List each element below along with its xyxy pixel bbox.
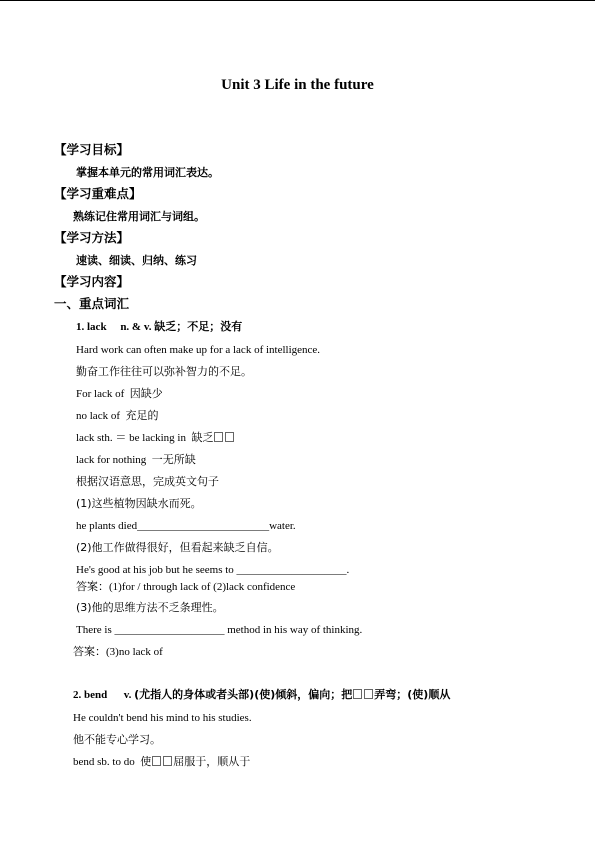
answer-1-2: 答案：(1)for / through lack of (2)lack confidence [76, 581, 296, 593]
heading-goals: 【学习目标】 [54, 142, 130, 157]
key-points-text: 熟练记住常用词汇与词组。 [73, 210, 205, 223]
question-1-en: he plants died________________________water. [76, 520, 296, 532]
phrase-cn: 缺乏 [191, 431, 214, 444]
lack-example-en: Hard work can often make up for a lack of intelligence. [76, 344, 321, 356]
phrase-cn: 因缺少 [129, 387, 163, 400]
phrase-en: lack sth. ＝ be lacking in [76, 432, 186, 444]
entry-bend-meaning-b: 弄弯；(使)顺从 [374, 688, 451, 701]
page-title: Unit 3 Life in the future [221, 77, 374, 93]
phrase-cn: 充足的 [125, 409, 159, 422]
entry-bend-word: 2. bend [73, 689, 108, 701]
section-key-vocabulary: 一、重点词汇 [54, 296, 130, 311]
missing-glyph-box [152, 756, 161, 766]
exercise-instruction: 根据汉语意思，完成英文句子 [76, 475, 219, 488]
missing-glyph-box [364, 689, 373, 699]
methods-text: 速读、细读、归纳、练习 [76, 254, 197, 267]
missing-glyph-box [353, 689, 362, 699]
phrase-cn-b: 屈服于，顺从于 [173, 755, 251, 768]
entry-lack-pos: n. & v. [120, 321, 152, 333]
goals-text: 掌握本单元的常用词汇表达。 [76, 166, 219, 179]
phrase-en: lack for nothing [76, 454, 147, 466]
phrase-en: no lack of [76, 410, 120, 422]
lack-example-cn: 勤奋工作往往可以弥补智力的不足。 [76, 365, 252, 378]
lack-phrase-for-lack-of [76, 387, 163, 401]
question-1-cn: (1)这些植物因缺水而死。 [76, 497, 202, 510]
entry-bend-heading [73, 688, 450, 702]
entry-lack-heading [76, 320, 242, 334]
bend-example-en: He couldn't bend his mind to his studies. [73, 712, 252, 724]
lack-phrase-lack-sth [76, 431, 235, 445]
entry-lack-meaning: 缺乏；不足；没有 [154, 320, 243, 333]
missing-glyph-box [225, 432, 234, 442]
phrase-en: bend sb. to do [73, 756, 135, 768]
lack-phrase-no-lack-of [76, 409, 158, 423]
top-rule [0, 0, 595, 1]
heading-content: 【学习内容】 [54, 274, 130, 289]
phrase-en: For lack of [76, 388, 125, 400]
entry-bend-meaning-a: (尤指人的身体或者头部)(使)倾斜，偏向；把 [134, 688, 353, 701]
phrase-cn-a: 使 [140, 755, 152, 768]
heading-key-points: 【学习重难点】 [54, 186, 142, 201]
bend-phrase [73, 755, 250, 769]
lack-phrase-lack-for-nothing [76, 453, 196, 467]
question-3-cn: (3)他的思维方法不乏条理性。 [76, 601, 224, 614]
question-2-en: He's good at his job but he seems to ____________________. [76, 564, 350, 576]
missing-glyph-box [214, 432, 223, 442]
entry-bend-pos: v. [123, 689, 132, 701]
question-2-cn: (2)他工作做得很好，但看起来缺乏自信。 [76, 541, 279, 554]
answer-3: 答案：(3)no lack of [73, 646, 163, 658]
bend-example-cn: 他不能专心学习。 [73, 733, 161, 746]
missing-glyph-box [163, 756, 172, 766]
question-3-en: There is ____________________ method in his way of thinking. [76, 624, 363, 636]
heading-methods: 【学习方法】 [54, 230, 130, 245]
phrase-cn: 一无所缺 [151, 453, 196, 466]
entry-lack-word: 1. lack [76, 321, 107, 333]
